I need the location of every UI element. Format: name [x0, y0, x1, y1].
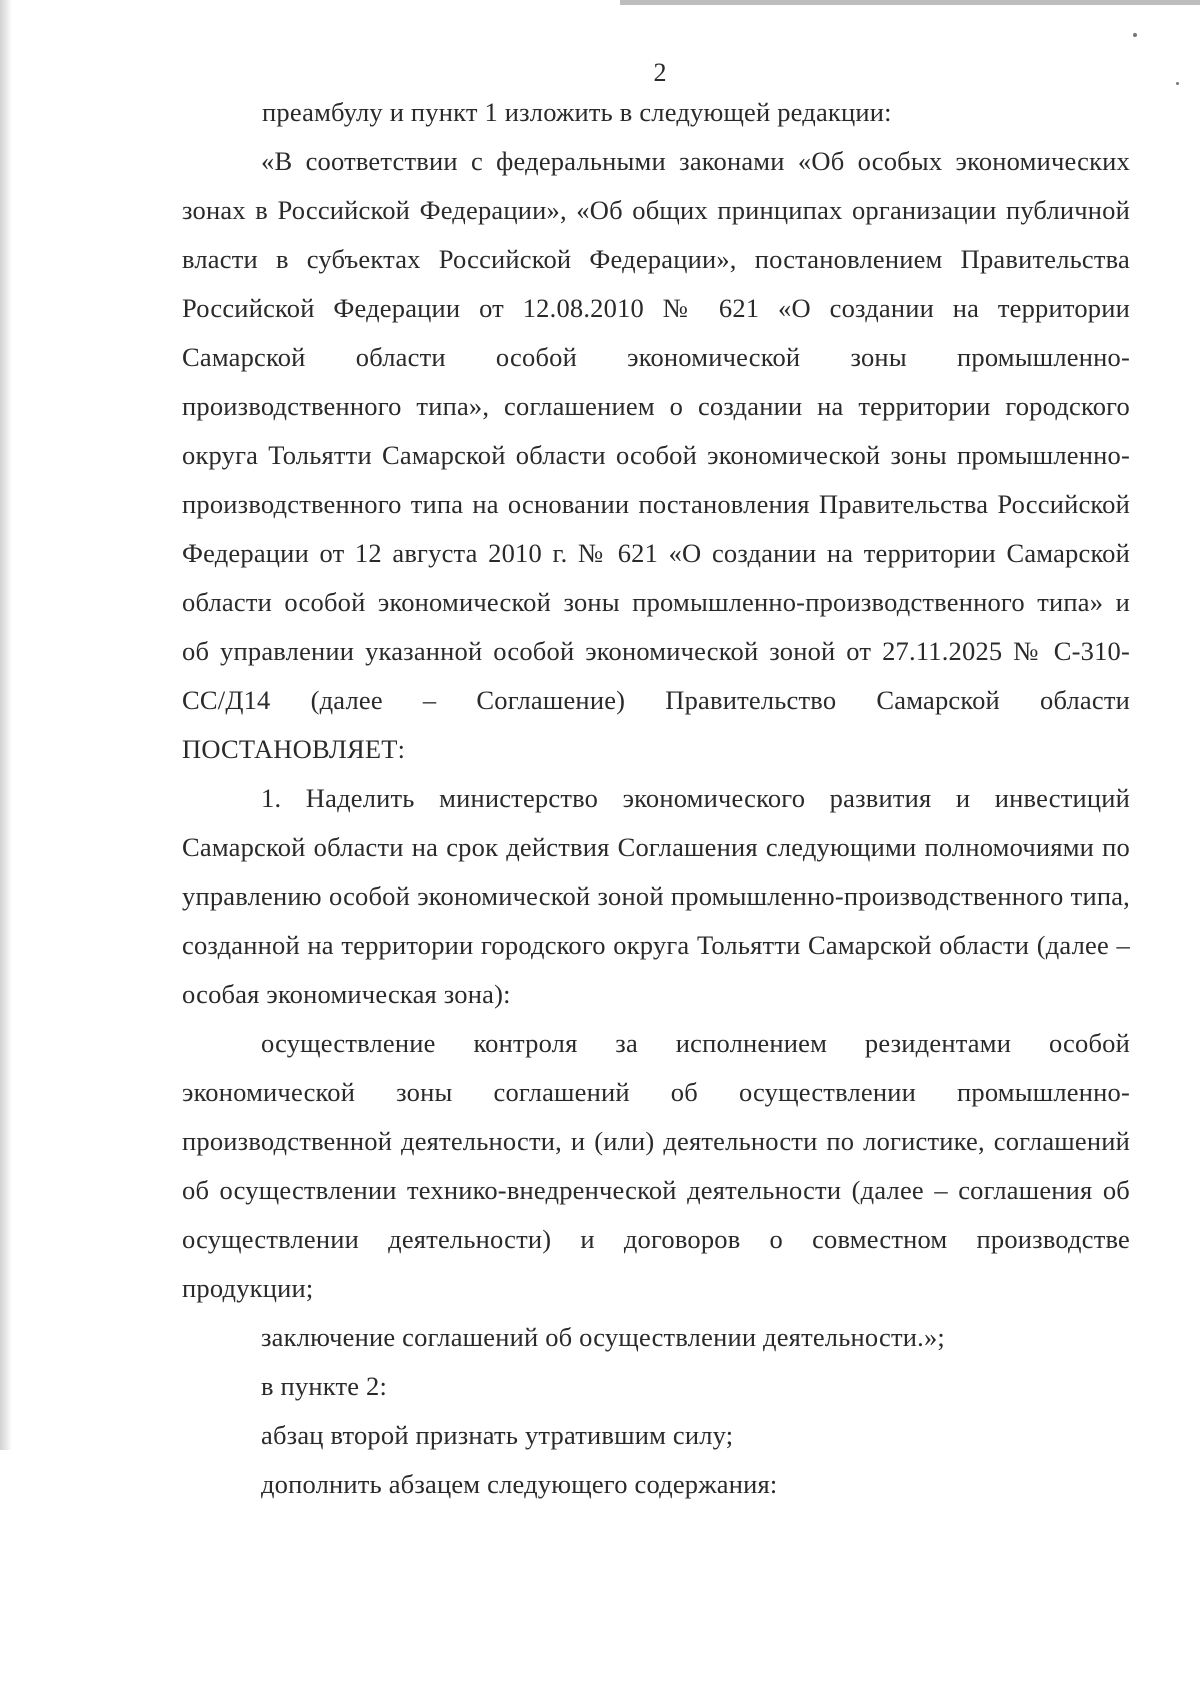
paragraph-control-powers: осуществление контроля за исполнением резидентами особой экономической зоны соглашений об осуществлении промышленно-производственной деятельности, и (или) деятельности по логистике, соглашений об осуществлении технико-внедренческой деятельности (далее – соглашения об осуществлении деятельности) и договоров о совместном производстве продукции; — [182, 1028, 1130, 1303]
paragraph-preamble-text: «В соответствии с федеральными законами «Об особых экономических зонах в Российской Федерации», «Об общих принципах организации публичной власти в субъектах Российской Федерации», постановлением Правительства Российской Федерации от 12.08.2010 № 621 «О создании на территории Самарской области особой экономической зоны промышленно-производственного типа», соглашением о создании на территории городского округа Тольятти Самарской области особой экономической зоны промышленно-производственного типа на основании постановления Правительства Российской Федерации от 12 августа 2010 г. № 621 «О создании на территории Самарской области особой экономической зоны промышленно-производственного типа» и об управлении указанной особой экономической зоной от 27.11.2025 № С-310-СС/Д14 (далее – Соглашение) Правительство Самарской области ПОСТАНОВЛЯЕТ: — [182, 146, 1130, 764]
scan-edge-left — [0, 0, 12, 1450]
scan-speck — [1133, 33, 1137, 37]
paragraph-preamble-instruction: преамбулу и пункт 1 изложить в следующей редакции: — [262, 97, 892, 127]
paragraph-item-2-heading: в пункте 2: — [261, 1371, 388, 1401]
paragraph-item-1: 1. Наделить министерство экономического развития и инвестиций Самарской области на срок действия Соглашения следующими полномочиями по управлению особой экономической зоной промышленно-производственного типа, созданной на территории городского округа Тольятти Самарской области (далее – особая экономическая зона): — [182, 783, 1130, 1009]
page-number: 2 — [653, 58, 667, 87]
document-body — [182, 88, 1130, 1509]
paragraph-repeal: абзац второй признать утратившим силу; — [261, 1420, 734, 1450]
paragraph-conclusion-agreements: заключение соглашений об осуществлении деятельности.»; — [261, 1322, 945, 1352]
paragraph-supplement: дополнить абзацем следующего содержания: — [261, 1469, 778, 1499]
scan-edge-top — [620, 0, 1200, 5]
